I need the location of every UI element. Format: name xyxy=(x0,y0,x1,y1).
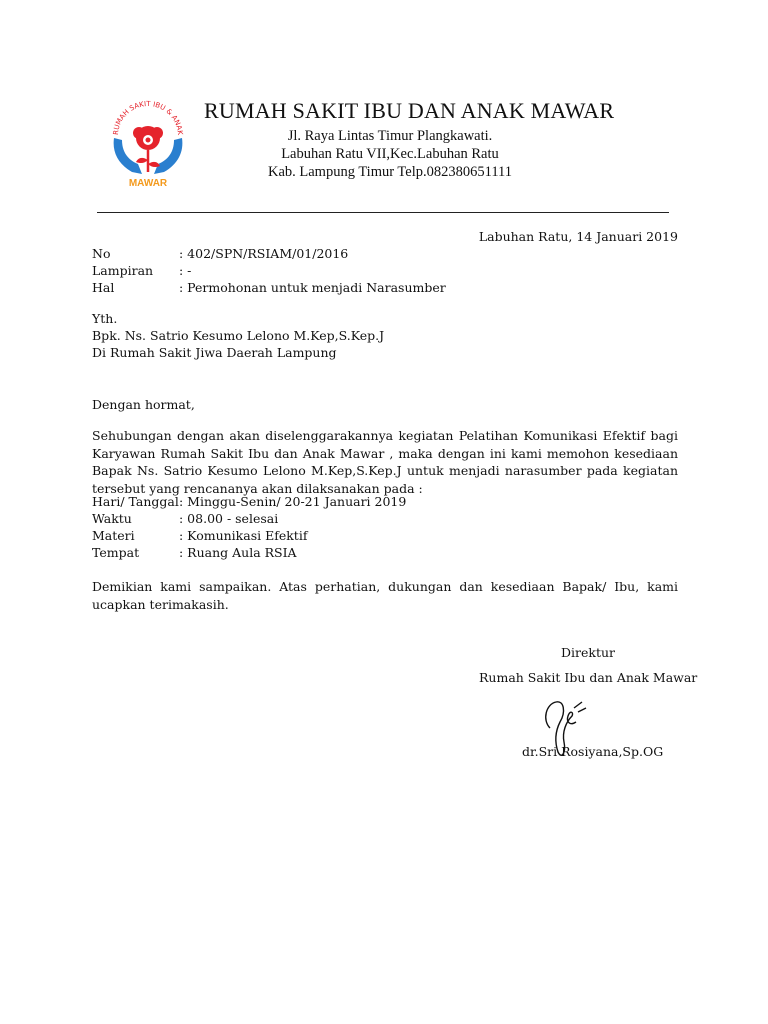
hospital-logo xyxy=(108,100,188,190)
header-divider xyxy=(97,212,669,213)
detail-value-place: : Ruang Aula RSIA xyxy=(179,545,297,560)
meta-value-no: : 402/SPN/RSIAM/01/2016 xyxy=(179,246,349,261)
recipient-line-1: Yth. xyxy=(92,311,118,326)
signatory-institution: Rumah Sakit Ibu dan Anak Mawar xyxy=(479,670,698,685)
hospital-name: RUMAH SAKIT IBU DAN ANAK MAWAR xyxy=(204,98,615,123)
recipient-line-2: Bpk. Ns. Satrio Kesumo Lelono M.Kep,S.Kep.J xyxy=(92,328,385,343)
logo-name: MAWAR xyxy=(128,178,168,189)
address-line-2: Labuhan Ratu VII,Kec.Labuhan Ratu xyxy=(281,146,499,162)
letter-date: Labuhan Ratu, 14 Januari 2019 xyxy=(478,229,678,244)
detail-label-place: Tempat xyxy=(92,545,140,560)
meta-label-hal: Hal xyxy=(92,280,115,295)
detail-label-date: Hari/ Tanggal xyxy=(92,494,179,509)
detail-value-date: : Minggu-Senin/ 20-21 Januari 2019 xyxy=(179,494,407,509)
meta-label-no: No xyxy=(92,246,111,261)
closing-paragraph: Demikian kami sampaikan. Atas perhatian, dukungan dan kesediaan Bapak/ Ibu, kami ucapkan terimakasih. xyxy=(92,579,678,612)
meta-value-lampiran: : - xyxy=(179,263,192,278)
intro-paragraph: Sehubungan dengan akan diselenggarakannya kegiatan Pelatihan Komunikasi Efektif bagi Karyawan Rumah Sakit Ibu dan Anak Mawar , maka dengan ini kami memohon kesediaan Bapak Ns. Satrio Kesumo Lelono M.Kep,S.Kep.J untuk menjadi narasumber pada kegiatan tersebut yang rencananya akan dilaksanakan pada : xyxy=(92,428,678,496)
detail-label-time: Waktu xyxy=(92,511,132,526)
signatory-position: Direktur xyxy=(561,645,616,660)
meta-value-hal: : Permohonan untuk menjadi Narasumber xyxy=(179,280,446,295)
detail-value-topic: : Komunikasi Efektif xyxy=(179,528,308,543)
detail-label-topic: Materi xyxy=(92,528,135,543)
address-line-3: Kab. Lampung Timur Telp.082380651111 xyxy=(267,164,512,180)
recipient-line-3: Di Rumah Sakit Jiwa Daerah Lampung xyxy=(92,345,337,360)
meta-label-lampiran: Lampiran xyxy=(92,263,154,278)
greeting: Dengan hormat, xyxy=(92,397,195,412)
logo-arc-text: RUMAH SAKIT IBU & ANAK xyxy=(111,100,185,136)
detail-value-time: : 08.00 - selesai xyxy=(179,511,279,526)
address-line-1: Jl. Raya Lintas Timur Plangkawati. xyxy=(287,128,493,144)
signatory-name: dr.Sri Rosiyana,Sp.OG xyxy=(522,744,664,759)
